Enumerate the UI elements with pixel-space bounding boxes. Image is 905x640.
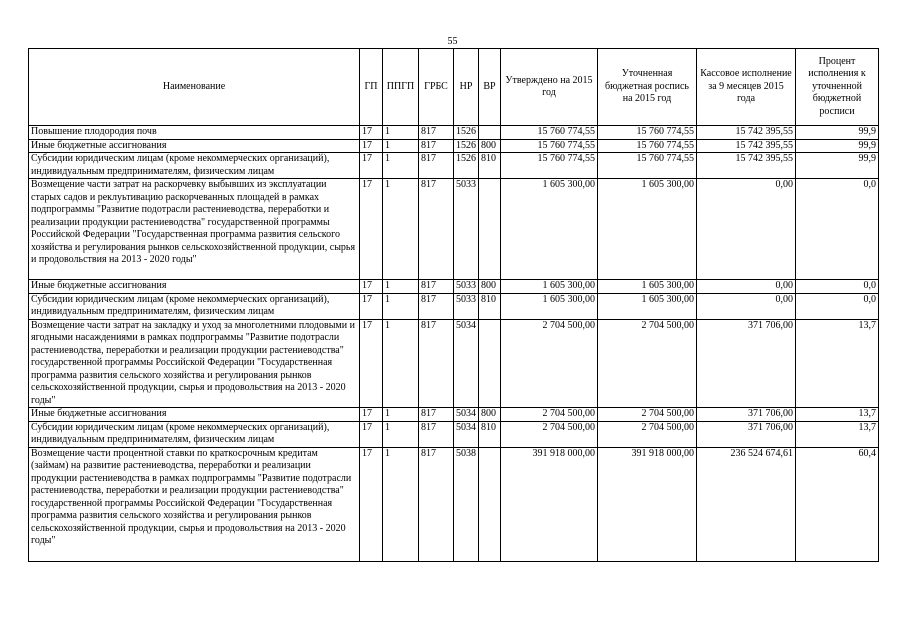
cell-percent: 99,9 — [796, 153, 879, 179]
cell-refined: 1 605 300,00 — [598, 293, 697, 319]
col-header-approved: Утверждено на 2015 год — [501, 49, 598, 126]
cell-refined: 15 760 774,55 — [598, 126, 697, 140]
cell-vr — [479, 447, 501, 561]
cell-refined: 15 760 774,55 — [598, 139, 697, 153]
col-header-vr: ВР — [479, 49, 501, 126]
cell-percent: 0,0 — [796, 179, 879, 280]
cell-vr: 810 — [479, 293, 501, 319]
cell-nr: 5034 — [454, 408, 479, 422]
cell-nr: 1526 — [454, 153, 479, 179]
cell-percent: 0,0 — [796, 293, 879, 319]
col-header-percent: Процент исполнения к уточненной бюджетной росписи — [796, 49, 879, 126]
cell-cash: 15 742 395,55 — [697, 126, 796, 140]
cell-name: Иные бюджетные ассигнования — [29, 280, 360, 294]
cell-nr: 1526 — [454, 139, 479, 153]
cell-name: Иные бюджетные ассигнования — [29, 408, 360, 422]
table-row — [29, 447, 879, 561]
cell-gp: 17 — [360, 408, 383, 422]
cell-ppgp: 1 — [383, 293, 419, 319]
budget-table — [28, 48, 879, 562]
cell-name: Субсидии юридическим лицам (кроме некоммерческих организаций), индивидуальным предпринимателям, физическим лицам — [29, 421, 360, 447]
cell-gp: 17 — [360, 447, 383, 561]
cell-grbs: 817 — [419, 126, 454, 140]
cell-ppgp: 1 — [383, 179, 419, 280]
cell-grbs: 817 — [419, 280, 454, 294]
cell-percent: 60,4 — [796, 447, 879, 561]
cell-gp: 17 — [360, 126, 383, 140]
table-row — [29, 179, 879, 280]
cell-gp: 17 — [360, 293, 383, 319]
cell-ppgp: 1 — [383, 447, 419, 561]
cell-vr: 800 — [479, 280, 501, 294]
cell-refined: 2 704 500,00 — [598, 421, 697, 447]
cell-ppgp: 1 — [383, 408, 419, 422]
cell-refined: 2 704 500,00 — [598, 319, 697, 408]
cell-name: Субсидии юридическим лицам (кроме некоммерческих организаций), индивидуальным предпринимателям, физическим лицам — [29, 293, 360, 319]
cell-approved: 391 918 000,00 — [501, 447, 598, 561]
cell-ppgp: 1 — [383, 319, 419, 408]
col-header-name: Наименование — [29, 49, 360, 126]
cell-nr: 5033 — [454, 280, 479, 294]
cell-gp: 17 — [360, 319, 383, 408]
cell-grbs: 817 — [419, 139, 454, 153]
cell-vr — [479, 179, 501, 280]
cell-cash: 15 742 395,55 — [697, 153, 796, 179]
cell-percent: 0,0 — [796, 280, 879, 294]
cell-vr: 810 — [479, 421, 501, 447]
col-header-refined: Уточненная бюджетная роспись на 2015 год — [598, 49, 697, 126]
col-header-grbs: ГРБС — [419, 49, 454, 126]
cell-refined: 391 918 000,00 — [598, 447, 697, 561]
cell-percent: 13,7 — [796, 421, 879, 447]
page-number: 55 — [447, 36, 458, 47]
col-header-ppgp: ППГП — [383, 49, 419, 126]
cell-approved: 2 704 500,00 — [501, 421, 598, 447]
cell-grbs: 817 — [419, 421, 454, 447]
cell-cash: 0,00 — [697, 179, 796, 280]
cell-cash: 371 706,00 — [697, 408, 796, 422]
table-row — [29, 319, 879, 408]
cell-ppgp: 1 — [383, 126, 419, 140]
cell-refined: 1 605 300,00 — [598, 179, 697, 280]
cell-approved: 15 760 774,55 — [501, 139, 598, 153]
cell-approved: 15 760 774,55 — [501, 153, 598, 179]
table-row — [29, 421, 879, 447]
cell-refined: 15 760 774,55 — [598, 153, 697, 179]
col-header-nr: НР — [454, 49, 479, 126]
cell-gp: 17 — [360, 179, 383, 280]
cell-name: Иные бюджетные ассигнования — [29, 139, 360, 153]
cell-nr: 5034 — [454, 319, 479, 408]
cell-cash: 371 706,00 — [697, 319, 796, 408]
cell-approved: 2 704 500,00 — [501, 319, 598, 408]
cell-name: Субсидии юридическим лицам (кроме некоммерческих организаций), индивидуальным предпринимателям, физическим лицам — [29, 153, 360, 179]
table-row — [29, 126, 879, 140]
cell-vr: 800 — [479, 139, 501, 153]
cell-gp: 17 — [360, 421, 383, 447]
cell-refined: 1 605 300,00 — [598, 280, 697, 294]
cell-cash: 15 742 395,55 — [697, 139, 796, 153]
cell-cash: 0,00 — [697, 280, 796, 294]
cell-ppgp: 1 — [383, 139, 419, 153]
cell-gp: 17 — [360, 153, 383, 179]
cell-vr: 810 — [479, 153, 501, 179]
cell-grbs: 817 — [419, 179, 454, 280]
cell-ppgp: 1 — [383, 280, 419, 294]
cell-nr: 1526 — [454, 126, 479, 140]
cell-nr: 5038 — [454, 447, 479, 561]
cell-grbs: 817 — [419, 153, 454, 179]
table-row — [29, 280, 879, 294]
cell-name: Возмещение части затрат на закладку и уход за многолетними плодовыми и ягодными насаждениями в рамках подпрограммы "Развитие подотрасли растениеводства, переработки и реализации продукции растениеводства" государственной программы Российской Федерации "Государственная программа развития сельского хозяйства и регулирования рынков сельскохозяйственной продукции, сырья и продовольствия на 2013 - 2020 годы" — [29, 319, 360, 408]
col-header-cash: Кассовое исполнение за 9 месяцев 2015 года — [697, 49, 796, 126]
cell-approved: 2 704 500,00 — [501, 408, 598, 422]
cell-grbs: 817 — [419, 319, 454, 408]
cell-name: Возмещение части процентной ставки по краткосрочным кредитам (займам) на развитие растениеводства, переработки и реализации продукции растениеводства в рамках подпрограммы "Развитие подотрасли растениеводства, переработки и реализации продукции растениеводства" государственной программы Российской Федерации "Государственная программа развития сельского хозяйства и регулирования рынков сельскохозяйственной продукции, сырья и продовольствия на 2013 - 2020 годы" — [29, 447, 360, 561]
cell-grbs: 817 — [419, 447, 454, 561]
table-row — [29, 153, 879, 179]
cell-cash: 0,00 — [697, 293, 796, 319]
table-row — [29, 408, 879, 422]
table-row — [29, 139, 879, 153]
cell-gp: 17 — [360, 280, 383, 294]
cell-vr — [479, 126, 501, 140]
cell-refined: 2 704 500,00 — [598, 408, 697, 422]
table-row — [29, 293, 879, 319]
cell-cash: 371 706,00 — [697, 421, 796, 447]
col-header-gp: ГП — [360, 49, 383, 126]
cell-name: Возмещение части затрат на раскорчевку выбывших из эксплуатации старых садов и реклуьтивацию раскорчеванных площадей в рамках подпрограммы "Развитие подотрасли растениеводства, переработки и реализации продукции растениеводства" государственной программы Российской Федерации "Государственная программа развития сельского хозяйства и регулирования рынков сельскохозяйственной продукции, сырья и продовольствия на 2013 - 2020 годы" — [29, 179, 360, 280]
cell-ppgp: 1 — [383, 421, 419, 447]
cell-ppgp: 1 — [383, 153, 419, 179]
cell-approved: 1 605 300,00 — [501, 293, 598, 319]
table-header-row — [29, 49, 879, 126]
cell-percent: 99,9 — [796, 139, 879, 153]
cell-percent: 13,7 — [796, 408, 879, 422]
cell-approved: 15 760 774,55 — [501, 126, 598, 140]
cell-percent: 13,7 — [796, 319, 879, 408]
cell-approved: 1 605 300,00 — [501, 179, 598, 280]
cell-nr: 5033 — [454, 293, 479, 319]
cell-nr: 5034 — [454, 421, 479, 447]
cell-vr: 800 — [479, 408, 501, 422]
cell-name: Повышение плодородия почв — [29, 126, 360, 140]
cell-gp: 17 — [360, 139, 383, 153]
cell-cash: 236 524 674,61 — [697, 447, 796, 561]
cell-approved: 1 605 300,00 — [501, 280, 598, 294]
cell-nr: 5033 — [454, 179, 479, 280]
cell-vr — [479, 319, 501, 408]
cell-grbs: 817 — [419, 408, 454, 422]
cell-percent: 99,9 — [796, 126, 879, 140]
cell-grbs: 817 — [419, 293, 454, 319]
